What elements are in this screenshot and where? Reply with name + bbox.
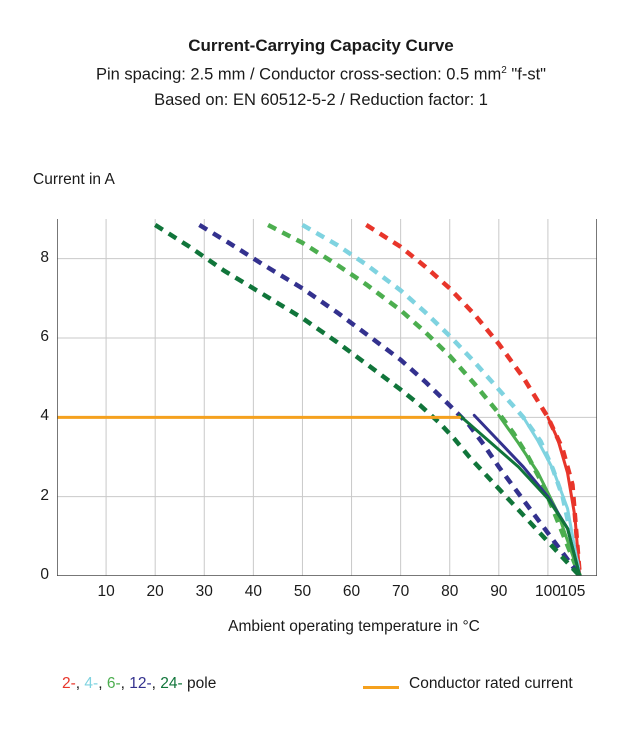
legend-separator: ,	[75, 675, 85, 692]
legend-poles	[62, 675, 216, 693]
legend-pole-6: 6-	[106, 675, 121, 692]
chart-legend	[0, 675, 642, 705]
legend-rated-label: Conductor rated current	[409, 675, 573, 692]
series-24-pole	[155, 225, 580, 576]
chart-canvas	[57, 219, 597, 576]
legend-separator: ,	[98, 675, 107, 692]
x-tick-label: 10	[97, 583, 115, 600]
subtitle-post: "f-st"	[506, 65, 547, 84]
legend-pole-suffix: pole	[182, 675, 217, 692]
legend-pole-24: 24-	[160, 675, 183, 692]
chart-subtitle-line2: Based on: EN 60512-5-2 / Reduction factor: 1	[154, 90, 488, 109]
y-tick-label: 8	[40, 248, 49, 266]
subtitle-pre: Pin spacing: 2.5 mm / Conductor cross-section: 0.5 mm	[95, 65, 502, 84]
page-title: Current-Carrying Capacity Curve	[188, 36, 454, 55]
x-tick-label: 20	[146, 583, 164, 600]
legend-pole-2: 2-	[62, 675, 76, 692]
chart-header	[0, 34, 642, 113]
y-tick-label: 2	[40, 486, 49, 504]
x-tick-label: 105	[559, 583, 586, 600]
subtitle-superscript: 2	[501, 65, 507, 76]
legend-pole-4: 4-	[84, 675, 99, 692]
x-tick-label: 50	[293, 583, 312, 600]
legend-rated-swatch	[363, 686, 399, 689]
x-tick-label: 100	[534, 583, 561, 600]
legend-separator: ,	[120, 675, 130, 692]
y-tick-label: 6	[40, 328, 49, 345]
chart-subtitle-line1	[0, 58, 642, 88]
plot-area	[57, 219, 597, 576]
x-tick-label: 90	[490, 583, 508, 600]
series-12-pole	[199, 225, 579, 576]
x-tick-label: 60	[342, 583, 361, 600]
x-axis-label: Ambient operating temperature in °C	[228, 618, 480, 635]
y-tick-label: 0	[40, 566, 49, 583]
legend-separator: ,	[151, 675, 161, 692]
x-tick-label: 30	[195, 583, 213, 600]
legend-pole-12: 12-	[129, 675, 152, 692]
x-tick-label: 40	[244, 583, 262, 600]
x-tick-label: 80	[441, 583, 459, 600]
y-axis-label: Current in A	[33, 171, 115, 188]
y-tick-label: 4	[40, 407, 49, 425]
x-tick-label: 70	[392, 583, 410, 600]
